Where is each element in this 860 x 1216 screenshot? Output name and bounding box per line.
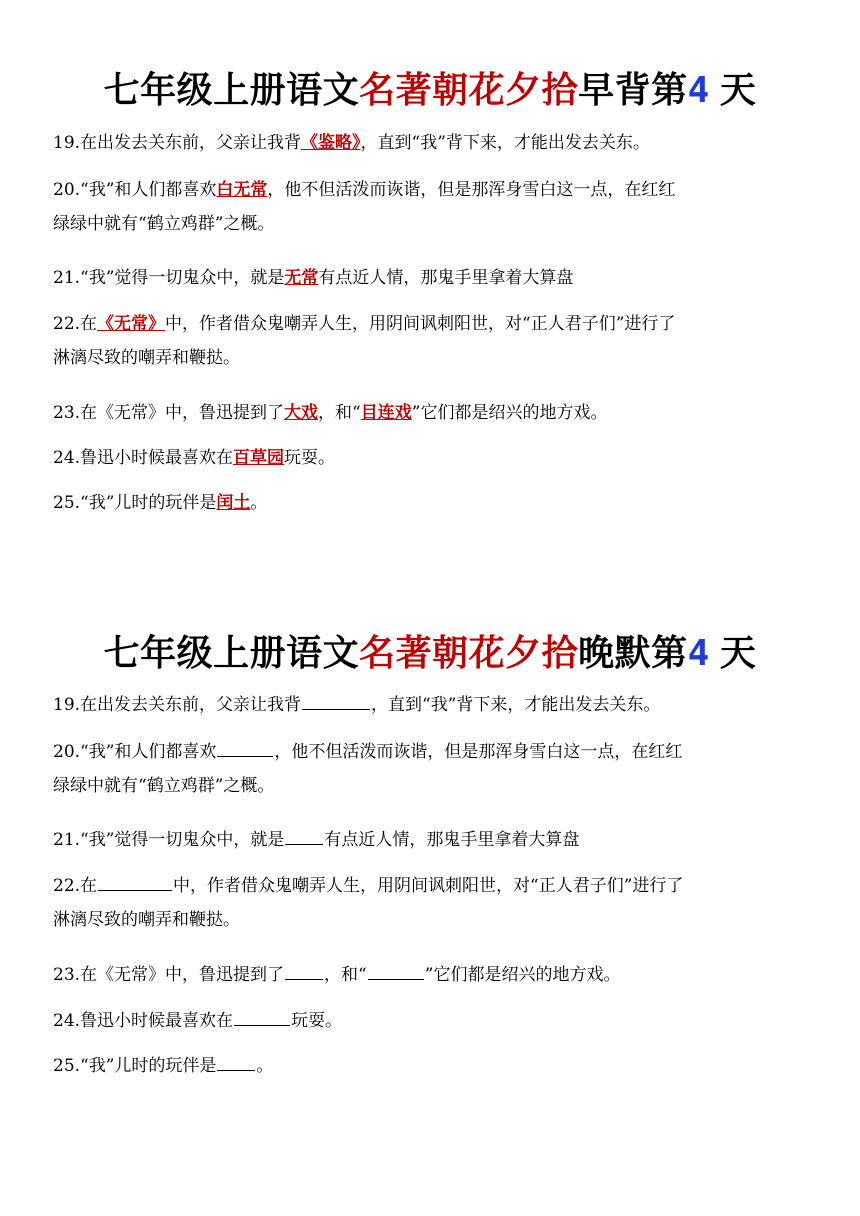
q22-text-line2: 淋漓尽致的嘲弄和鞭挞。 [53, 910, 240, 930]
evening-title [0, 625, 860, 676]
answer-blank[interactable] [302, 690, 370, 710]
title-suffix: 天 [719, 632, 757, 674]
title-session: 晚默第 [578, 632, 688, 674]
q25-text: 25.“我”儿时的玩伴是 [53, 1056, 217, 1076]
answer-blank[interactable] [285, 960, 323, 980]
q23-text-mid: ，和“ [318, 403, 361, 423]
q22-text-end: 中，作者借众鬼嘲弄人生，用阴间讽刺阳世，对“正人君子们”进行了 [173, 876, 684, 896]
q20-text-end: ，他不但活泼而诙谐，但是那浑身雪白这一点，在红红 [274, 742, 683, 762]
q23-text: 23.在《无常》中，鲁迅提到了 [53, 403, 285, 423]
evening-q24 [53, 1004, 813, 1038]
q21-text: 21.“我”觉得一切鬼众中，就是 [53, 268, 285, 288]
q19-text: 19.在出发去关东前，父亲让我背 [53, 695, 302, 715]
answer-blank[interactable] [217, 737, 273, 757]
q19-text: 19.在出发去关东前，父亲让我背 [53, 133, 302, 153]
evening-q23 [53, 958, 813, 992]
q24-text: 24.鲁迅小时候最喜欢在 [53, 1011, 234, 1031]
q21-answer: 无常 [284, 268, 319, 288]
q21-text-end: 有点近人情，那鬼手里拿着大算盘 [324, 830, 580, 850]
title-day: 4 [687, 70, 710, 111]
q20-text-line2: 绿绿中就有“鹤立鸡群”之概。 [53, 776, 275, 796]
morning-q25 [53, 486, 813, 520]
q25-text: 25.“我”儿时的玩伴是 [53, 493, 217, 513]
evening-q20-cont [53, 769, 813, 803]
q21-text-end: 有点近人情，那鬼手里拿着大算盘 [318, 268, 574, 288]
q24-text: 24.鲁迅小时候最喜欢在 [53, 448, 234, 468]
title-book: 名著朝花夕拾 [359, 69, 579, 111]
q23-text-end: ”它们都是绍兴的地方戏。 [424, 965, 621, 985]
evening-q19 [53, 688, 813, 722]
morning-q21 [53, 261, 813, 295]
morning-q22-cont [53, 341, 813, 375]
answer-blank[interactable] [285, 825, 323, 845]
q25-answer: 闰土 [216, 493, 251, 513]
q25-text-end: 。 [256, 1056, 274, 1076]
morning-q22 [53, 307, 813, 341]
evening-q22-cont [53, 903, 813, 937]
evening-q20 [53, 735, 813, 769]
title-suffix: 天 [719, 69, 757, 111]
q19-text-end: ，直到“我”背下来，才能出发去关东。 [371, 695, 661, 715]
evening-q21 [53, 823, 813, 857]
answer-blank[interactable] [368, 960, 424, 980]
q23-text-mid: ，和“ [324, 965, 367, 985]
title-day: 4 [687, 633, 710, 674]
q22-text: 22.在 [53, 876, 98, 896]
q23-text: 23.在《无常》中，鲁迅提到了 [53, 965, 285, 985]
evening-q25 [53, 1049, 813, 1083]
morning-q23 [53, 396, 813, 430]
q24-text-end: 玩耍。 [291, 1011, 343, 1031]
q22-text-line2: 淋漓尽致的嘲弄和鞭挞。 [53, 348, 240, 368]
q21-text: 21.“我”觉得一切鬼众中，就是 [53, 830, 285, 850]
q20-text: 20.“我”和人们都喜欢 [53, 742, 217, 762]
morning-q20-cont [53, 207, 813, 241]
title-prefix: 七年级上册语文 [103, 632, 360, 674]
answer-blank[interactable] [98, 871, 172, 891]
q22-text: 22.在 [53, 314, 98, 334]
q22-text-end: 中，作者借众鬼嘲弄人生，用阴间讽刺阳世，对“正人君子们”进行了 [165, 314, 676, 334]
q25-text-end: 。 [250, 493, 268, 513]
q23-text-end: ”它们都是绍兴的地方戏。 [411, 403, 608, 423]
q19-answer: 《鉴略》 [301, 133, 361, 153]
q22-answer: 《无常》 [97, 314, 166, 334]
q20-answer: 白无常 [216, 180, 268, 200]
q20-text: 20.“我”和人们都喜欢 [53, 180, 217, 200]
answer-blank[interactable] [217, 1051, 255, 1071]
morning-q20 [53, 173, 813, 207]
title-book: 名著朝花夕拾 [359, 632, 579, 674]
title-prefix: 七年级上册语文 [103, 69, 360, 111]
q20-text-end: ，他不但活泼而诙谐，但是那浑身雪白这一点，在红红 [267, 180, 676, 200]
morning-q19 [53, 126, 813, 160]
q24-text-end: 玩耍。 [284, 448, 336, 468]
answer-blank[interactable] [234, 1006, 290, 1026]
q23-answer-1: 大戏 [284, 403, 319, 423]
morning-q24 [53, 441, 813, 475]
q23-answer-2: 目连戏 [360, 403, 412, 423]
q20-text-line2: 绿绿中就有“鹤立鸡群”之概。 [53, 214, 275, 234]
title-session: 早背第 [578, 69, 688, 111]
q24-answer: 百草园 [233, 448, 285, 468]
morning-title [0, 62, 860, 113]
q19-text-end: ，直到“我”背下来，才能出发去关东。 [360, 133, 650, 153]
evening-q22 [53, 869, 813, 903]
